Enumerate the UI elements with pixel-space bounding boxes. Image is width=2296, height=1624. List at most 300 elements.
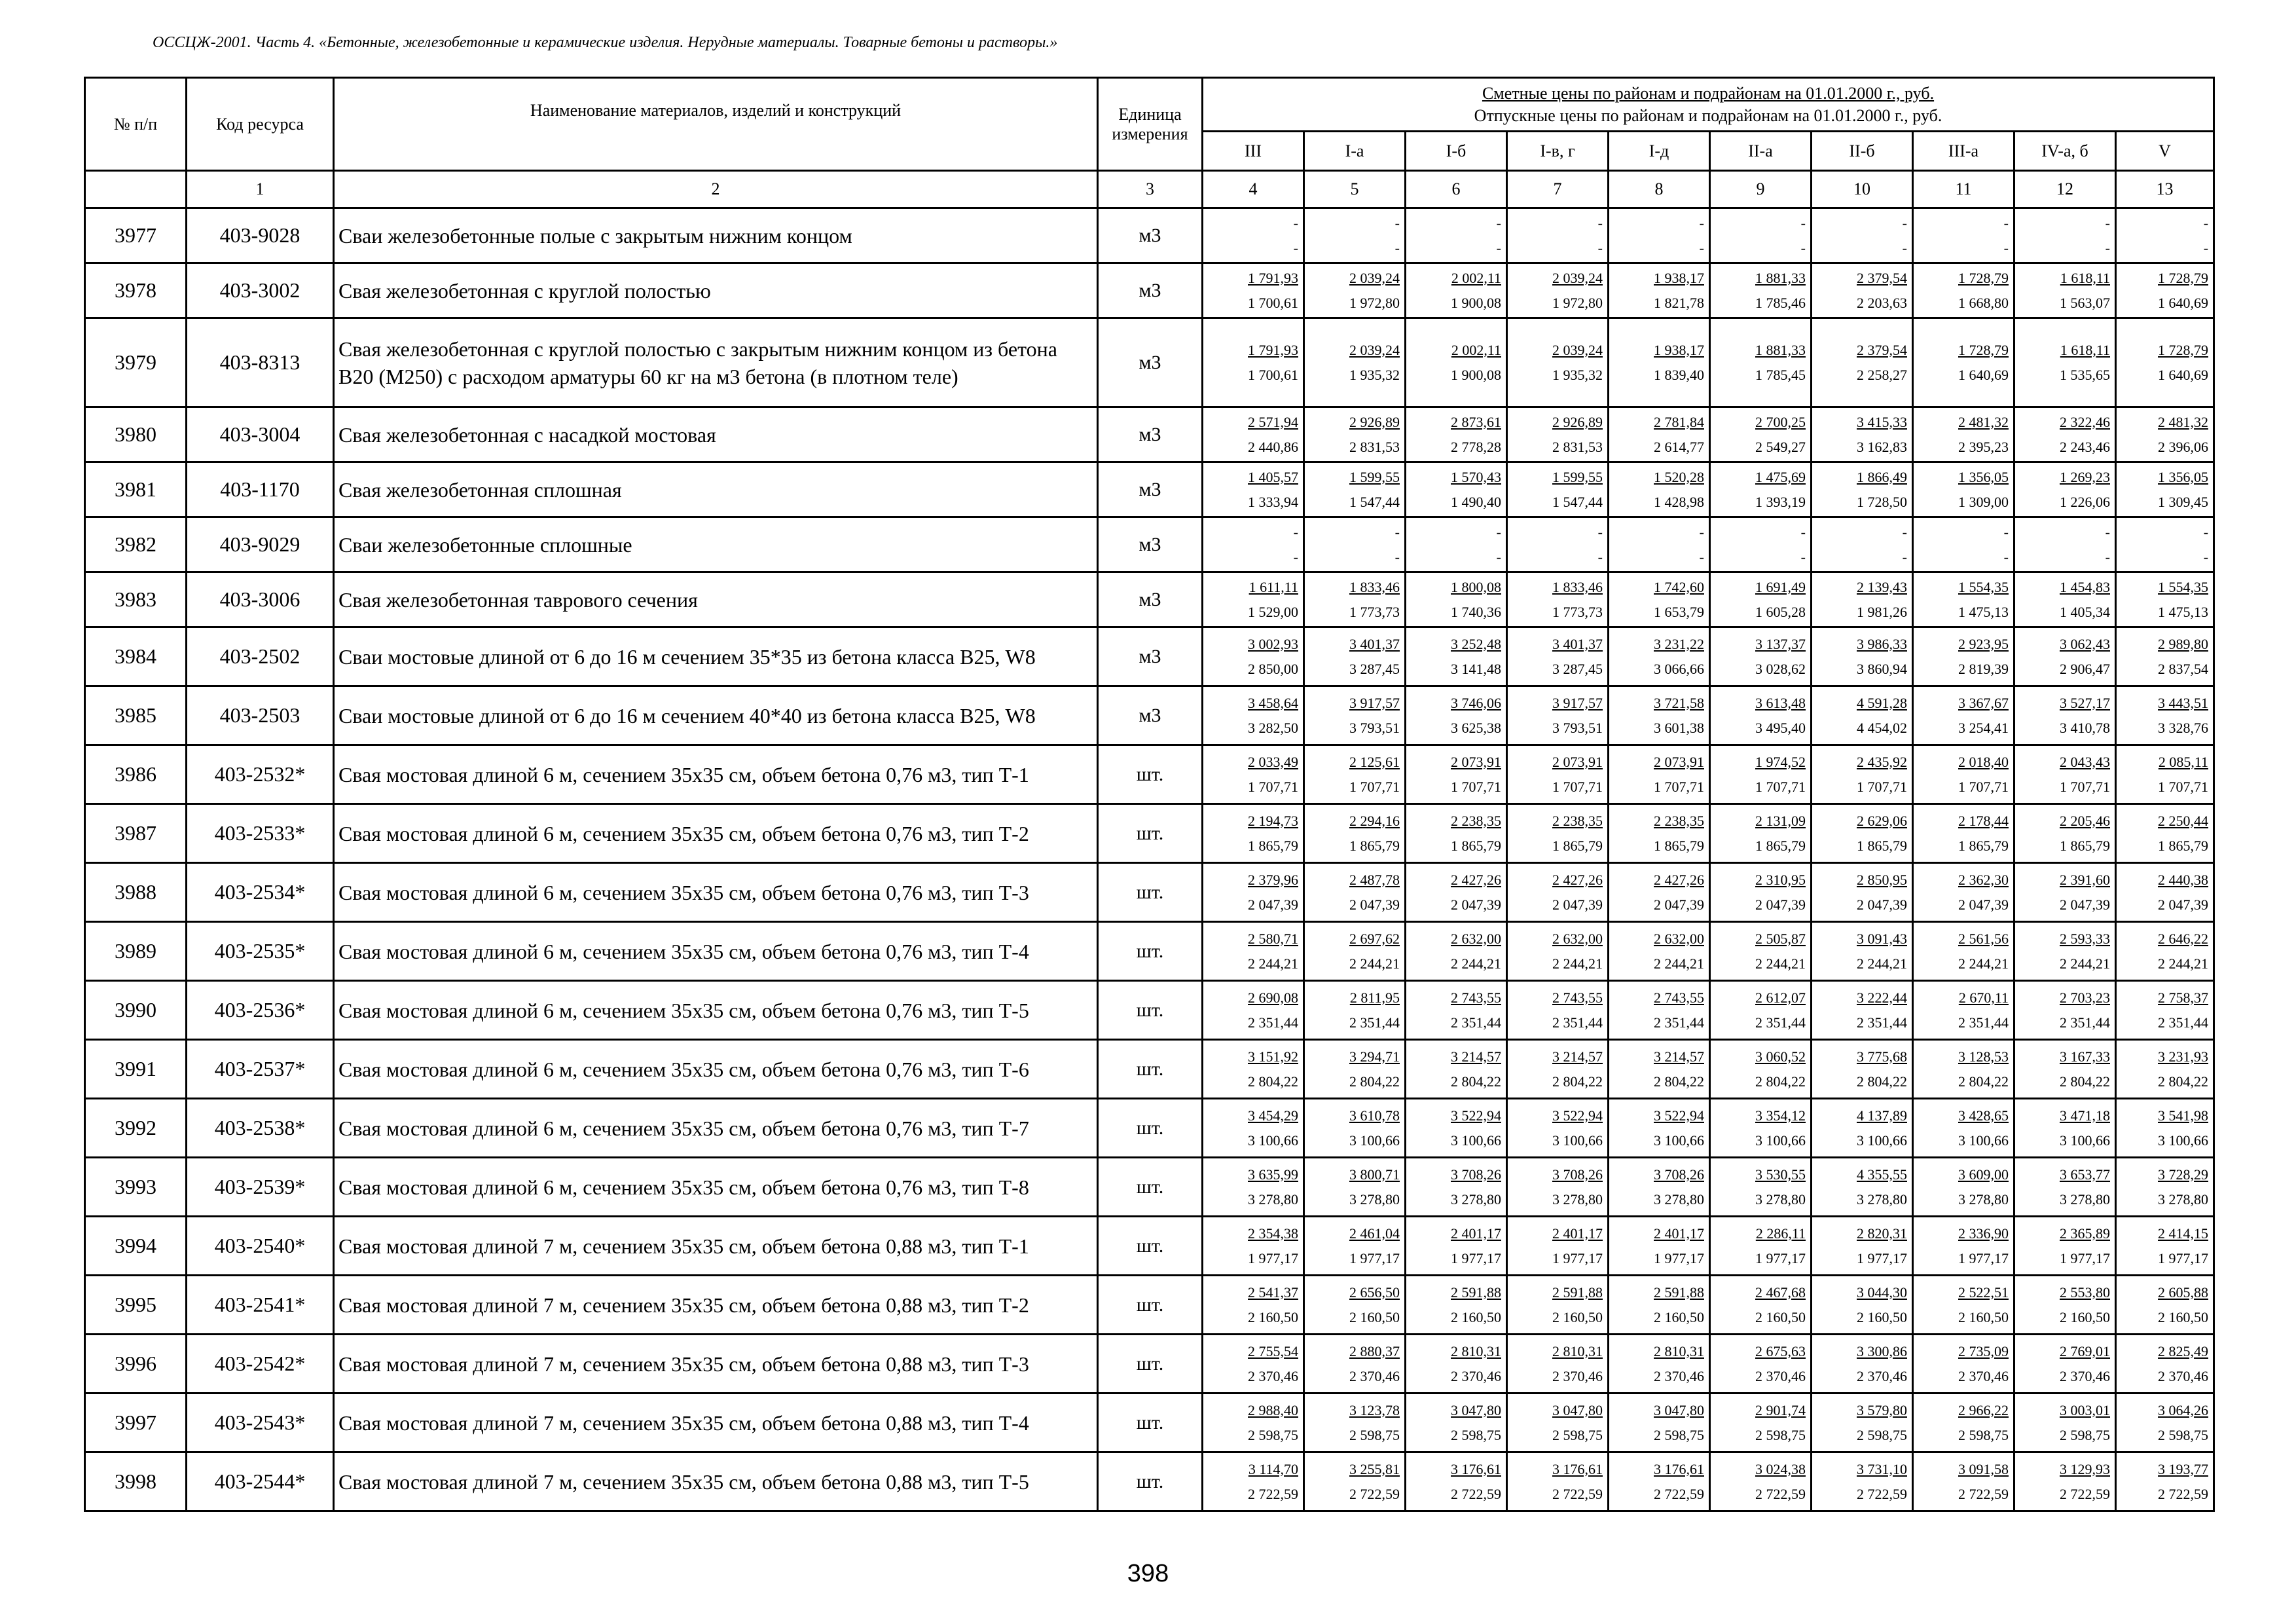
- row-number: 3995: [85, 1276, 187, 1335]
- unit-of-measure: м3: [1098, 318, 1203, 407]
- table-row: [85, 208, 2214, 263]
- header-region: IV-а, б: [2014, 132, 2116, 171]
- release-price: 1 865,79: [2060, 837, 2110, 854]
- unit-of-measure: м3: [1098, 517, 1203, 572]
- release-price: 1 547,44: [1349, 493, 1400, 510]
- header-region: I-в, г: [1507, 132, 1609, 171]
- material-name: Сваи железобетонные сплошные: [334, 517, 1098, 572]
- release-price: -: [1699, 239, 1704, 256]
- estimate-price: 2 481,32: [2158, 413, 2209, 430]
- resource-code: 403-2537*: [187, 1040, 334, 1099]
- estimate-price: 1 938,17: [1654, 269, 1704, 286]
- price-cell: [1406, 517, 1507, 572]
- price-cell: [1304, 1040, 1406, 1099]
- estimate-price: 2 435,92: [1857, 753, 1907, 770]
- release-price: 3 287,45: [1349, 660, 1400, 677]
- estimate-price: 4 137,89: [1857, 1107, 1907, 1124]
- release-price: 2 598,75: [1654, 1426, 1704, 1443]
- release-price: 2 244,21: [1857, 955, 1907, 972]
- price-cell: [1203, 981, 1304, 1040]
- estimate-price: 2 505,87: [1755, 930, 1806, 947]
- material-name: Свая мостовая длиной 6 м, сечением 35x35 см, объем бетона 0,76 м3, тип Т-3: [334, 863, 1098, 922]
- release-price: -: [1902, 548, 1907, 565]
- release-price: 2 160,50: [1552, 1308, 1603, 1325]
- price-cell: [1609, 1452, 1710, 1511]
- unit-of-measure: шт.: [1098, 1158, 1203, 1217]
- resource-code: 403-8313: [187, 318, 334, 407]
- price-cell: [1203, 1276, 1304, 1335]
- price-cell: [1812, 1040, 1913, 1099]
- release-price: 2 370,46: [1349, 1367, 1400, 1384]
- estimate-price: 3 214,57: [1552, 1048, 1603, 1065]
- estimate-price: 1 454,83: [2060, 578, 2110, 595]
- table-row: [85, 745, 2214, 804]
- release-price: 2 598,75: [2158, 1426, 2209, 1443]
- price-cell: [1710, 804, 1812, 863]
- release-price: 1 773,73: [1552, 603, 1603, 620]
- release-price: 2 722,59: [1552, 1485, 1603, 1502]
- release-price: 3 254,41: [1958, 719, 2009, 736]
- resource-code: 403-2532*: [187, 745, 334, 804]
- price-cell: [2116, 1099, 2214, 1158]
- resource-code: 403-2538*: [187, 1099, 334, 1158]
- release-price: 2 244,21: [1552, 955, 1603, 972]
- price-cell: [2116, 517, 2214, 572]
- estimate-price: 3 091,58: [1958, 1460, 2009, 1477]
- price-cell: [1913, 922, 2014, 981]
- estimate-price: -: [1496, 523, 1501, 540]
- row-number: 3979: [85, 318, 187, 407]
- price-cell: [2116, 686, 2214, 745]
- release-price: 2 370,46: [1958, 1367, 2009, 1384]
- release-price: 1 865,79: [1755, 837, 1806, 854]
- estimate-price: 2 988,40: [1248, 1401, 1298, 1418]
- estimate-price: 3 458,64: [1248, 694, 1298, 711]
- estimate-price: 3 176,61: [1451, 1460, 1501, 1477]
- release-price: 1 785,46: [1755, 294, 1806, 311]
- release-price: 2 906,47: [2060, 660, 2110, 677]
- price-cell: [1812, 863, 1913, 922]
- release-price: 1 707,71: [1654, 778, 1704, 795]
- estimate-price: 3 060,52: [1755, 1048, 1806, 1065]
- resource-code: 403-2544*: [187, 1452, 334, 1511]
- price-cell: [1609, 462, 1710, 517]
- resource-code: 403-2542*: [187, 1335, 334, 1393]
- price-cell: [1710, 1335, 1812, 1393]
- unit-of-measure: м3: [1098, 462, 1203, 517]
- price-cell: [1609, 1393, 1710, 1452]
- estimate-price: -: [1293, 523, 1298, 540]
- estimate-price: 2 033,49: [1248, 753, 1298, 770]
- estimate-price: 2 735,09: [1958, 1342, 2009, 1359]
- release-price: -: [2105, 239, 2110, 256]
- estimate-price: 1 611,11: [1248, 578, 1298, 595]
- estimate-price: 2 481,32: [1958, 413, 2009, 430]
- estimate-price: 2 758,37: [2158, 989, 2209, 1006]
- estimate-price: 2 646,22: [2158, 930, 2209, 947]
- release-price: 3 100,66: [1958, 1132, 2009, 1149]
- estimate-price: 1 599,55: [1552, 468, 1603, 485]
- release-price: 2 244,21: [1755, 955, 1806, 972]
- unit-of-measure: м3: [1098, 407, 1203, 462]
- release-price: 2 804,22: [1654, 1073, 1704, 1090]
- estimate-price: 2 294,16: [1349, 812, 1400, 829]
- price-cell: [1203, 745, 1304, 804]
- price-cell: [1913, 686, 2014, 745]
- release-price: 2 722,59: [1349, 1485, 1400, 1502]
- release-price: 1 653,79: [1654, 603, 1704, 620]
- release-price: 1 707,71: [1451, 778, 1501, 795]
- release-price: 2 850,00: [1248, 660, 1298, 677]
- estimate-price: 2 700,25: [1755, 413, 1806, 430]
- estimate-price: 3 731,10: [1857, 1460, 1907, 1477]
- release-price: 2 047,39: [2158, 896, 2209, 913]
- estimate-price: -: [1394, 523, 1400, 540]
- release-price: 1 547,44: [1552, 493, 1603, 510]
- release-price: 2 598,75: [1349, 1426, 1400, 1443]
- unit-of-measure: м3: [1098, 208, 1203, 263]
- price-cell: [1507, 686, 1609, 745]
- material-name: Свая мостовая длиной 6 м, сечением 35x35 см, объем бетона 0,76 м3, тип Т-1: [334, 745, 1098, 804]
- estimate-price: 3 401,37: [1349, 635, 1400, 652]
- estimate-price: 3 047,80: [1654, 1401, 1704, 1418]
- release-price: 2 370,46: [2158, 1367, 2209, 1384]
- table-row: [85, 1452, 2214, 1511]
- release-price: 1 309,45: [2158, 493, 2209, 510]
- estimate-price: 3 775,68: [1857, 1048, 1907, 1065]
- unit-of-measure: шт.: [1098, 1040, 1203, 1099]
- estimate-price: 1 791,93: [1248, 341, 1298, 358]
- estimate-price: 2 379,54: [1857, 341, 1907, 358]
- estimate-price: 2 593,33: [2060, 930, 2110, 947]
- price-cell: [2116, 804, 2214, 863]
- release-price: 3 278,80: [1958, 1190, 2009, 1208]
- price-cell: [2014, 1099, 2116, 1158]
- price-cell: [1304, 627, 1406, 686]
- estimate-price: 2 487,78: [1349, 871, 1400, 888]
- release-price: 2 804,22: [2158, 1073, 2209, 1090]
- price-cell: [1507, 318, 1609, 407]
- estimate-price: -: [2003, 214, 2009, 231]
- price-cell: [1812, 407, 1913, 462]
- price-cell: [1609, 686, 1710, 745]
- estimate-price: 2 810,31: [1552, 1342, 1603, 1359]
- price-cell: [2116, 922, 2214, 981]
- price-cell: [1406, 804, 1507, 863]
- estimate-price: 2 629,06: [1857, 812, 1907, 829]
- release-price: 2 370,46: [2060, 1367, 2110, 1384]
- price-cell: [1304, 572, 1406, 627]
- estimate-price: 2 043,43: [2060, 753, 2110, 770]
- price-cell: [2014, 1335, 2116, 1393]
- estimate-price: 2 310,95: [1755, 871, 1806, 888]
- estimate-price: 3 522,94: [1654, 1107, 1704, 1124]
- price-cell: [2014, 745, 2116, 804]
- release-price: 2 243,46: [2060, 438, 2110, 455]
- estimate-price: -: [1800, 523, 1806, 540]
- estimate-price: 2 561,56: [1958, 930, 2009, 947]
- material-name: Сваи железобетонные полые с закрытым нижним концом: [334, 208, 1098, 263]
- price-cell: [1609, 572, 1710, 627]
- estimate-price: 2 769,01: [2060, 1342, 2110, 1359]
- price-cell: [1507, 517, 1609, 572]
- release-price: 3 141,48: [1451, 660, 1501, 677]
- estimate-price: 3 176,61: [1552, 1460, 1603, 1477]
- resource-code: 403-3002: [187, 263, 334, 318]
- release-price: 2 351,44: [2060, 1014, 2110, 1031]
- price-cell: [2116, 627, 2214, 686]
- estimate-price: 2 336,90: [1958, 1225, 2009, 1242]
- release-price: 2 722,59: [1755, 1485, 1806, 1502]
- release-price: 2 351,44: [1552, 1014, 1603, 1031]
- price-cell: [1609, 627, 1710, 686]
- table-row: [85, 1099, 2214, 1158]
- release-price: 3 066,66: [1654, 660, 1704, 677]
- release-price: 1 707,71: [2060, 778, 2110, 795]
- release-price: 1 707,71: [1958, 778, 2009, 795]
- release-price: 3 100,66: [1857, 1132, 1907, 1149]
- estimate-price: -: [2105, 523, 2110, 540]
- price-cell: [2014, 572, 2116, 627]
- table-row: [85, 804, 2214, 863]
- release-price: 1 640,69: [1958, 366, 2009, 383]
- release-price: 3 278,80: [2060, 1190, 2110, 1208]
- estimate-price: 2 139,43: [1857, 578, 1907, 595]
- estimate-price: 2 238,35: [1451, 812, 1501, 829]
- release-price: 1 981,26: [1857, 603, 1907, 620]
- release-price: -: [1394, 239, 1400, 256]
- material-name: Свая мостовая длиной 7 м, сечением 35x35 см, объем бетона 0,88 м3, тип Т-1: [334, 1217, 1098, 1276]
- resource-code: 403-2534*: [187, 863, 334, 922]
- estimate-price: 3 917,57: [1552, 694, 1603, 711]
- estimate-price: 2 926,89: [1349, 413, 1400, 430]
- release-price: 3 278,80: [1451, 1190, 1501, 1208]
- price-cell: [1913, 863, 2014, 922]
- estimate-price: 3 114,70: [1248, 1460, 1298, 1477]
- table-row: [85, 318, 2214, 407]
- estimate-price: 2 703,23: [2060, 989, 2110, 1006]
- release-price: 2 244,21: [1349, 955, 1400, 972]
- price-cell: [1507, 981, 1609, 1040]
- header-prices-estimate: Сметные цены по районам и подрайонам на 01.01.2000 г., руб.: [1482, 83, 1935, 103]
- table-row: [85, 627, 2214, 686]
- resource-code: 403-9029: [187, 517, 334, 572]
- estimate-price: 3 300,86: [1857, 1342, 1907, 1359]
- price-cell: [1812, 517, 1913, 572]
- price-cell: [2014, 1158, 2116, 1217]
- estimate-price: 2 440,38: [2158, 871, 2209, 888]
- release-price: 3 328,76: [2158, 719, 2209, 736]
- header-prices-release: Отпускные цены по районам и подрайонам на 01.01.2000 г., руб.: [1474, 105, 1942, 125]
- column-number: 3: [1098, 171, 1203, 208]
- row-number: 3993: [85, 1158, 187, 1217]
- release-price: 2 598,75: [1451, 1426, 1501, 1443]
- estimate-price: 2 002,11: [1451, 269, 1501, 286]
- release-price: 1 977,17: [1857, 1249, 1907, 1266]
- release-price: 2 598,75: [1552, 1426, 1603, 1443]
- estimate-price: 3 527,17: [2060, 694, 2110, 711]
- price-cell: [1710, 1276, 1812, 1335]
- estimate-price: -: [1496, 214, 1501, 231]
- release-price: 2 047,39: [1654, 896, 1704, 913]
- price-cell: [2014, 922, 2116, 981]
- price-cell: [1913, 1276, 2014, 1335]
- column-number: 8: [1609, 171, 1710, 208]
- release-price: -: [1293, 548, 1298, 565]
- row-number: 3988: [85, 863, 187, 922]
- estimate-price: 2 591,88: [1451, 1283, 1501, 1301]
- release-price: 3 278,80: [1552, 1190, 1603, 1208]
- material-name: Свая мостовая длиной 6 м, сечением 35x35 см, объем бетона 0,76 м3, тип Т-5: [334, 981, 1098, 1040]
- header-region: I-б: [1406, 132, 1507, 171]
- row-number: 3994: [85, 1217, 187, 1276]
- estimate-price: 3 522,94: [1552, 1107, 1603, 1124]
- price-cell: [1609, 318, 1710, 407]
- release-price: 1 977,17: [1248, 1249, 1298, 1266]
- price-cell: [1710, 263, 1812, 318]
- release-price: 1 640,69: [2158, 294, 2209, 311]
- price-cell: [1406, 863, 1507, 922]
- header-region: III-а: [1913, 132, 2014, 171]
- row-number: 3982: [85, 517, 187, 572]
- price-cell: [1203, 1099, 1304, 1158]
- price-cell: [1203, 1158, 1304, 1217]
- price-cell: [1812, 1393, 1913, 1452]
- estimate-price: 3 255,81: [1349, 1460, 1400, 1477]
- price-cell: [1406, 318, 1507, 407]
- release-price: 3 100,66: [1552, 1132, 1603, 1149]
- estimate-price: 3 214,57: [1654, 1048, 1704, 1065]
- material-name: Свая железобетонная с насадкой мостовая: [334, 407, 1098, 462]
- price-cell: [1304, 1335, 1406, 1393]
- price-cell: [1913, 981, 2014, 1040]
- estimate-price: 2 810,31: [1451, 1342, 1501, 1359]
- price-cell: [1710, 1393, 1812, 1452]
- price-cell: [1609, 1099, 1710, 1158]
- release-price: -: [2105, 548, 2110, 565]
- estimate-price: -: [1597, 214, 1603, 231]
- release-price: 2 804,22: [1451, 1073, 1501, 1090]
- release-price: 3 100,66: [1451, 1132, 1501, 1149]
- estimate-price: 3 443,51: [2158, 694, 2209, 711]
- estimate-price: 1 881,33: [1755, 341, 1806, 358]
- price-cell: [1507, 1276, 1609, 1335]
- column-number: 2: [334, 171, 1098, 208]
- estimate-price: 3 579,80: [1857, 1401, 1907, 1418]
- estimate-price: 2 571,94: [1248, 413, 1298, 430]
- price-cell: [2116, 1158, 2214, 1217]
- release-price: 1 821,78: [1654, 294, 1704, 311]
- estimate-price: 3 128,53: [1958, 1048, 2009, 1065]
- price-cell: [1203, 1217, 1304, 1276]
- price-cell: [1406, 745, 1507, 804]
- estimate-price: 1 728,79: [2158, 341, 2209, 358]
- price-table: [84, 77, 2215, 1512]
- estimate-price: 2 125,61: [1349, 753, 1400, 770]
- price-cell: [2014, 1452, 2116, 1511]
- release-price: -: [1496, 548, 1501, 565]
- estimate-price: 3 047,80: [1451, 1401, 1501, 1418]
- release-price: -: [1699, 548, 1704, 565]
- price-cell: [1913, 627, 2014, 686]
- estimate-price: 2 743,55: [1552, 989, 1603, 1006]
- release-price: 2 047,39: [1349, 896, 1400, 913]
- estimate-price: 3 415,33: [1857, 413, 1907, 430]
- table-row: [85, 1335, 2214, 1393]
- estimate-price: 2 131,09: [1755, 812, 1806, 829]
- price-cell: [1507, 745, 1609, 804]
- release-price: 3 278,80: [1349, 1190, 1400, 1208]
- price-cell: [1304, 1099, 1406, 1158]
- release-price: 2 244,21: [2158, 955, 2209, 972]
- row-number: 3978: [85, 263, 187, 318]
- release-price: 3 162,83: [1857, 438, 1907, 455]
- estimate-price: 2 039,24: [1552, 341, 1603, 358]
- estimate-price: 2 322,46: [2060, 413, 2110, 430]
- price-cell: [1203, 462, 1304, 517]
- price-cell: [1710, 627, 1812, 686]
- header-region: III: [1203, 132, 1304, 171]
- price-cell: [1406, 263, 1507, 318]
- estimate-price: 2 073,91: [1654, 753, 1704, 770]
- release-price: 2 778,28: [1451, 438, 1501, 455]
- estimate-price: 3 231,22: [1654, 635, 1704, 652]
- column-number: 7: [1507, 171, 1609, 208]
- price-cell: [1304, 1276, 1406, 1335]
- release-price: 2 244,21: [1654, 955, 1704, 972]
- estimate-price: 1 520,28: [1654, 468, 1704, 485]
- release-price: 1 865,79: [1349, 837, 1400, 854]
- release-price: -: [1597, 548, 1603, 565]
- estimate-price: 1 881,33: [1755, 269, 1806, 286]
- price-cell: [1812, 981, 1913, 1040]
- estimate-price: -: [1597, 523, 1603, 540]
- price-cell: [2116, 1393, 2214, 1452]
- price-cell: [2014, 318, 2116, 407]
- estimate-price: 2 850,95: [1857, 871, 1907, 888]
- price-cell: [1406, 627, 1507, 686]
- estimate-price: 1 728,79: [2158, 269, 2209, 286]
- price-cell: [1812, 572, 1913, 627]
- table-row: [85, 863, 2214, 922]
- header-region: I-а: [1304, 132, 1406, 171]
- release-price: 2 160,50: [1857, 1308, 1907, 1325]
- price-cell: [1812, 1276, 1913, 1335]
- estimate-price: 3 471,18: [2060, 1107, 2110, 1124]
- price-cell: [1913, 1158, 2014, 1217]
- release-price: 1 333,94: [1248, 493, 1298, 510]
- release-price: 2 395,23: [1958, 438, 2009, 455]
- estimate-price: 3 003,01: [2060, 1401, 2110, 1418]
- estimate-price: 1 800,08: [1451, 578, 1501, 595]
- estimate-price: 1 938,17: [1654, 341, 1704, 358]
- release-price: 2 351,44: [1755, 1014, 1806, 1031]
- price-cell: [1710, 462, 1812, 517]
- price-cell: [1507, 1452, 1609, 1511]
- price-cell: [1507, 922, 1609, 981]
- price-cell: [2014, 517, 2116, 572]
- price-cell: [1710, 1452, 1812, 1511]
- release-price: 2 440,86: [1248, 438, 1298, 455]
- unit-of-measure: шт.: [1098, 745, 1203, 804]
- price-cell: [1304, 1393, 1406, 1452]
- table-row: [85, 263, 2214, 318]
- release-price: 1 977,17: [1552, 1249, 1603, 1266]
- price-cell: [1913, 318, 2014, 407]
- estimate-price: 1 618,11: [2060, 269, 2110, 286]
- price-cell: [1203, 863, 1304, 922]
- price-cell: [1406, 922, 1507, 981]
